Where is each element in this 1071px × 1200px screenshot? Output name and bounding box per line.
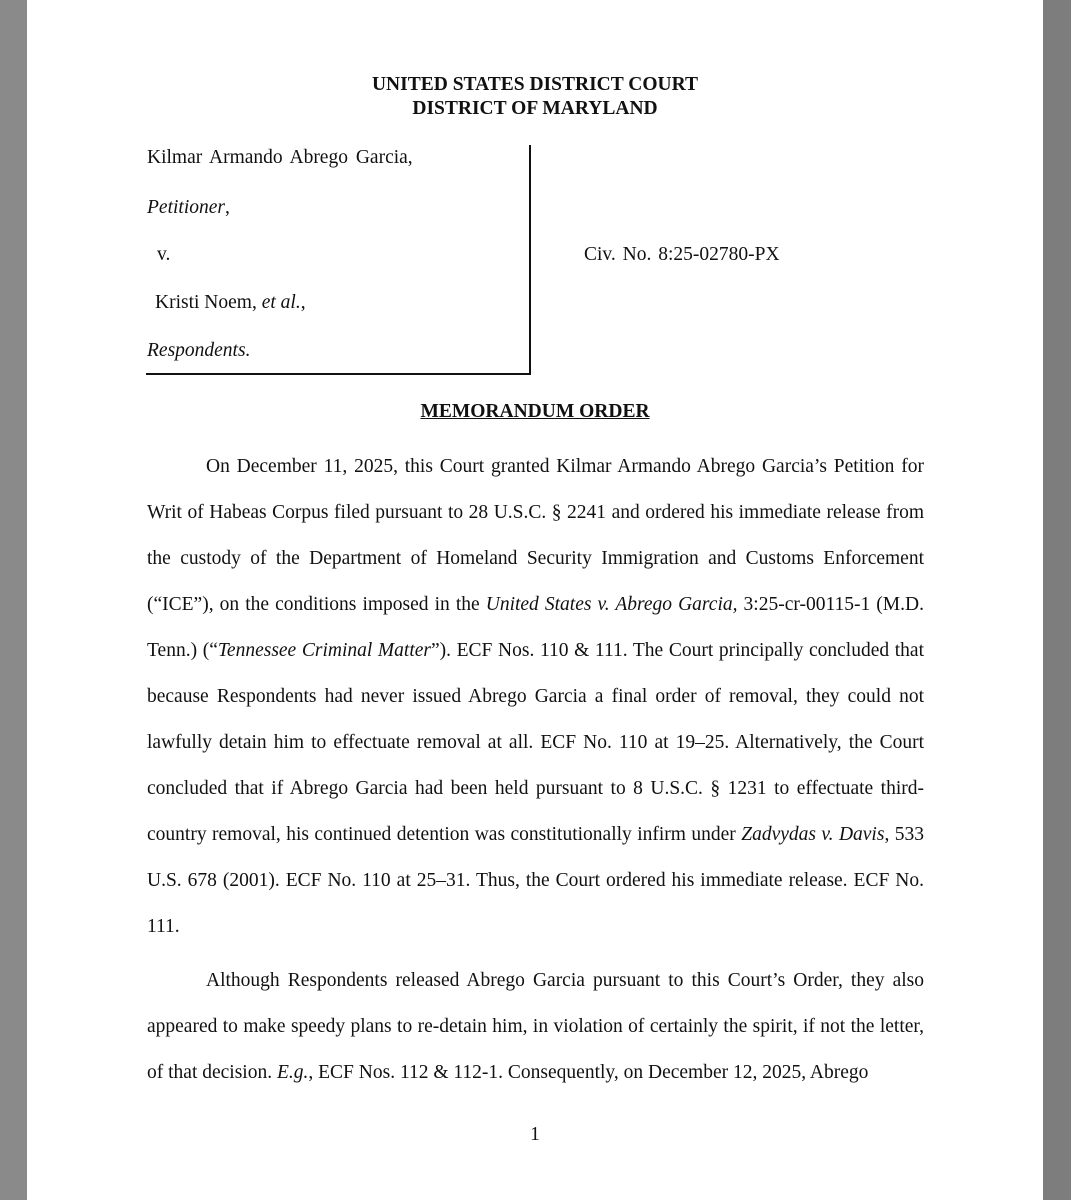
versus: v. [157,244,171,265]
respondent-role-line [147,340,250,362]
p1-text-2: 3:25-cr-00115-1 (M.D. Tenn.) (“ [147,594,924,661]
respondent-name-suffix: , [300,292,306,313]
p1-text-1: On December 11, 2025, this Court granted Kilmar Armando Abrego Garcia’s Petition for Writ of Habeas Corpus filed pursuant to 28 U.S.C. § 2241 and ordered his immediate release from the custody of the Department of Homeland Security Immigration and Customs Enforcement (“ICE”), on the conditions imposed in the [147,456,924,615]
court-district: DISTRICT OF MARYLAND [412,98,658,119]
p1-text-4: , 533 U.S. 678 (2001). ECF No. 110 at 25–31. Thus, the Court ordered his immediate release. ECF No. 111. [147,824,924,937]
case-number: Civ. No. 8:25-02780-PX [584,244,780,265]
court-heading [27,73,1043,121]
respondent-role: Respondents. [147,340,251,361]
caption-horizontal-rule [146,373,531,375]
petitioner-role-suffix: , [224,197,230,218]
petitioner-role-line [147,197,230,219]
petitioner-role: Petitioner [147,197,225,218]
respondent-name-line [155,292,306,314]
page-number: 1 [530,1124,540,1145]
paragraph-2 [147,958,924,1096]
p2-text-1: Although Respondents released Abrego Garcia pursuant to this Court’s Order, they also appeared to make speedy plans to re-detain him, in violation of certainly the spirit, if not the letter, of that decision. [147,970,924,1083]
caption-vertical-rule [529,145,531,374]
p1-text-3: ”). ECF Nos. 110 & 111. The Court principally concluded that because Respondents had never issued Abrego Garcia a final order of removal, they could not lawfully detain him to effectuate removal at all. ECF No. 110 at 19–25. Alternatively, the Court concluded that if Abrego Garcia had been held pursuant to 8 U.S.C. § 1231 to effectuate third-country removal, his continued detention was constitutionally infirm under [147,640,924,845]
p2-text-2: , ECF Nos. 112 & 112-1. Consequently, on December 12, 2025, Abrego [308,1062,869,1083]
document-body [147,444,924,1096]
case-caption [147,145,531,373]
court-name: UNITED STATES DISTRICT COURT [371,74,699,95]
p2-eg: E.g. [276,1062,309,1083]
document-title: MEMORANDUM ORDER [420,401,650,422]
paragraph-1 [147,444,924,950]
p1-matter-name: Tennessee Criminal Matter [217,640,431,661]
viewer-background [1043,0,1071,1200]
p1-case-citation: United States v. Abrego Garcia, [485,594,738,615]
petitioner-name: Kilmar Armando Abrego Garcia, [147,147,413,168]
p1-zadvydas-citation: Zadvydas v. Davis [741,824,885,845]
document-page [27,0,1043,1200]
respondent-et-al: et al. [261,292,301,313]
respondent-name: Kristi Noem, [155,292,262,313]
